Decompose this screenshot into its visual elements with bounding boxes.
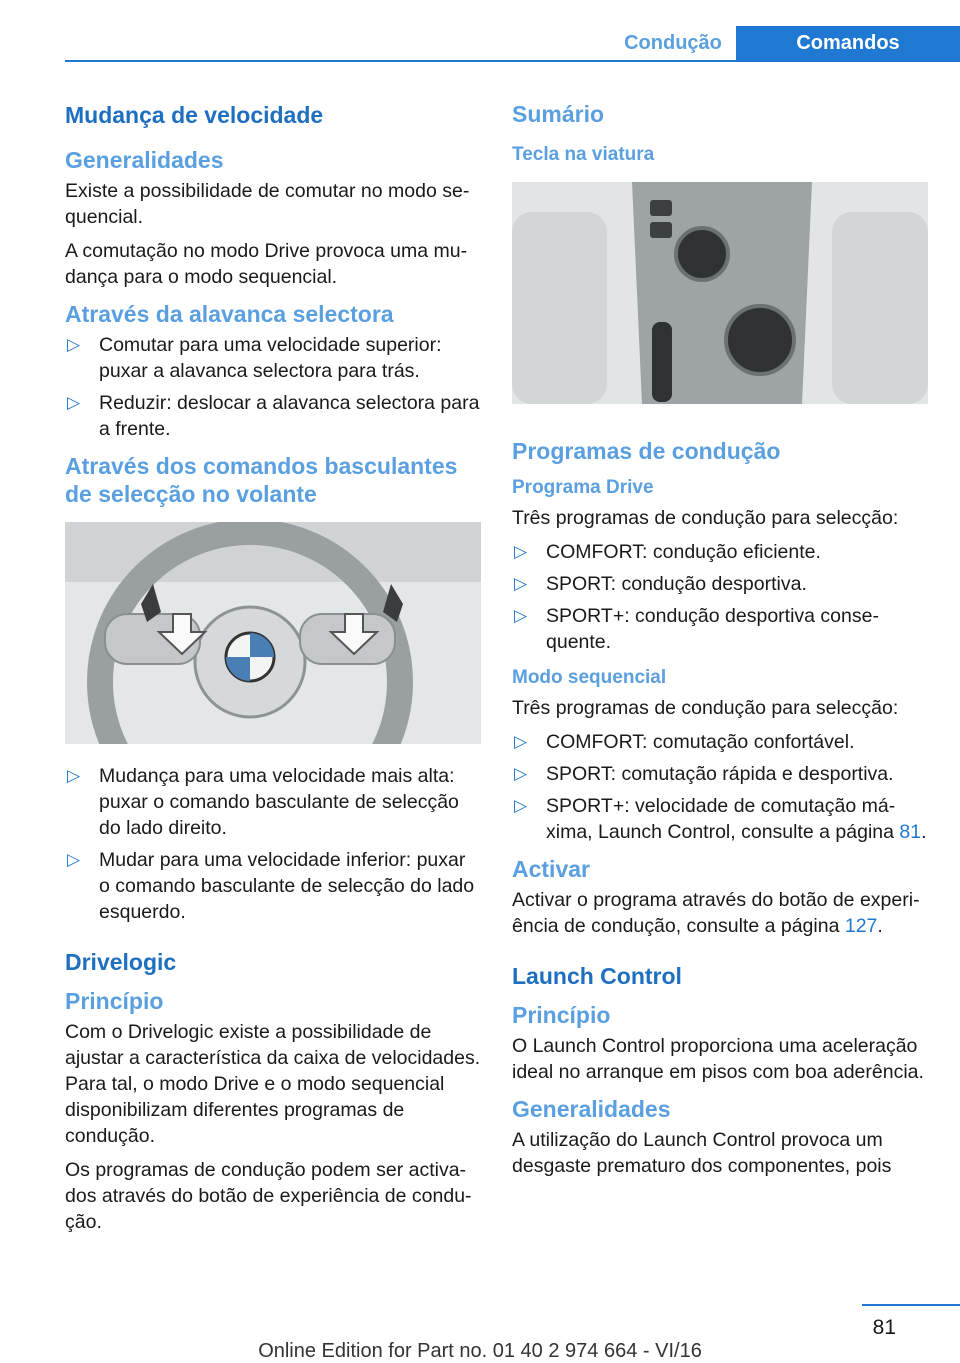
right-column [512,100,928,1187]
heading-general: Generalidades [65,147,224,173]
bullet-triangle-icon: ▷ [514,606,528,625]
bullet-triangle-icon: ▷ [514,732,528,751]
lever-list [65,332,481,442]
heading-principle: Princípio [65,988,164,1014]
heading-summary: Sumário [512,101,605,127]
list-item: ▷ SPORT+: condução desportiva consequente. [514,605,879,653]
heading-principle: Princípio [512,1002,611,1028]
section-tab: Condução [624,32,722,54]
paragraph: Três programas de condução para selecção: [512,507,899,529]
paragraph: Com o Drivelogic existe a possibilidade de ajustar a característica da caixa de velocidades. Para tal, o modo Drive e o modo sequencial disponibilizam diferentes programas de condução. [65,1021,481,1147]
sequential-program-list [512,729,928,845]
bullet-triangle-icon: ▷ [514,574,528,593]
heading-drivelogic: Drivelogic [65,949,177,975]
left-column [65,100,481,1243]
page-link[interactable]: 81 [899,821,922,843]
heading-general: Generalidades [512,1096,671,1122]
heading-sequential-mode: Modo sequencial [512,667,667,688]
bullet-triangle-icon: ▷ [514,764,528,783]
header-rule [65,60,960,62]
list-item: ▷ Comutar para uma velocidade superior: puxar a alavanca selectora para trás. [67,334,442,382]
paddle-list [65,763,481,925]
heading-selector-lever: Através da alavanca selectora [65,301,394,327]
heading-launch-control: Launch Control [512,963,682,989]
page-link[interactable]: 127 [844,915,878,937]
list-item: ▷ COMFORT: condução eficiente. [514,541,821,563]
paragraph: A comutação no modo Drive provoca uma mudança para o modo sequencial. [65,240,468,288]
steering-wheel-image [65,522,481,744]
bullet-triangle-icon: ▷ [67,850,81,869]
console-button-image [512,182,928,404]
heading-activate: Activar [512,856,590,882]
heading-driving-programs: Programas de condução [512,438,781,464]
footer-rule [862,1304,960,1306]
paragraph: O Launch Control proporciona uma aceleração ideal no arranque em pisos com boa aderência. [512,1035,924,1083]
list-item: ▷ Reduzir: deslocar a alavanca selectora para a frente. [67,392,480,440]
chapter-tab: Comandos [736,26,960,60]
bullet-triangle-icon: ▷ [514,796,528,815]
list-item: ▷ SPORT: comutação rápida e desportiva. [514,763,894,785]
bullet-triangle-icon: ▷ [67,335,81,354]
heading-paddles: Através dos comandos basculantes de selecção no volante [65,453,458,507]
paragraph: Activar o programa através do botão de experiência de condução, consulte a página 127. [512,889,920,937]
list-item: ▷ SPORT+: velocidade de comutação máxima, Launch Control, consulte a página 81. [514,795,927,843]
list-item: ▷ Mudança para uma velocidade mais alta: puxar o comando basculante de selecção do lado direito. [67,765,459,839]
page-number: 81 [872,1316,896,1339]
drive-program-list [512,539,928,655]
heading-drive-program: Programa Drive [512,477,654,498]
list-item: ▷ Mudar para uma velocidade inferior: puxar o comando basculante de selecção do lado esquerdo. [67,849,475,923]
paragraph: Existe a possibilidade de comutar no modo sequencial. [65,180,470,228]
list-item: ▷ COMFORT: comutação confortável. [514,731,855,753]
heading-gear-change: Mudança de velocidade [65,102,324,128]
paragraph: A utilização do Launch Control provoca um desgaste prematuro dos componentes, pois [512,1129,892,1177]
paragraph: Os programas de condução podem ser activados através do botão de experiência de condução. [65,1159,472,1233]
bullet-triangle-icon: ▷ [514,542,528,561]
paragraph: Três programas de condução para selecção: [512,697,899,719]
bullet-triangle-icon: ▷ [67,766,81,785]
bullet-triangle-icon: ▷ [67,393,81,412]
edition-footer: Online Edition for Part no. 01 40 2 974 664 - VI/16 [258,1340,702,1362]
list-item: ▷ SPORT: condução desportiva. [514,573,807,595]
heading-vehicle-button: Tecla na viatura [512,144,655,165]
